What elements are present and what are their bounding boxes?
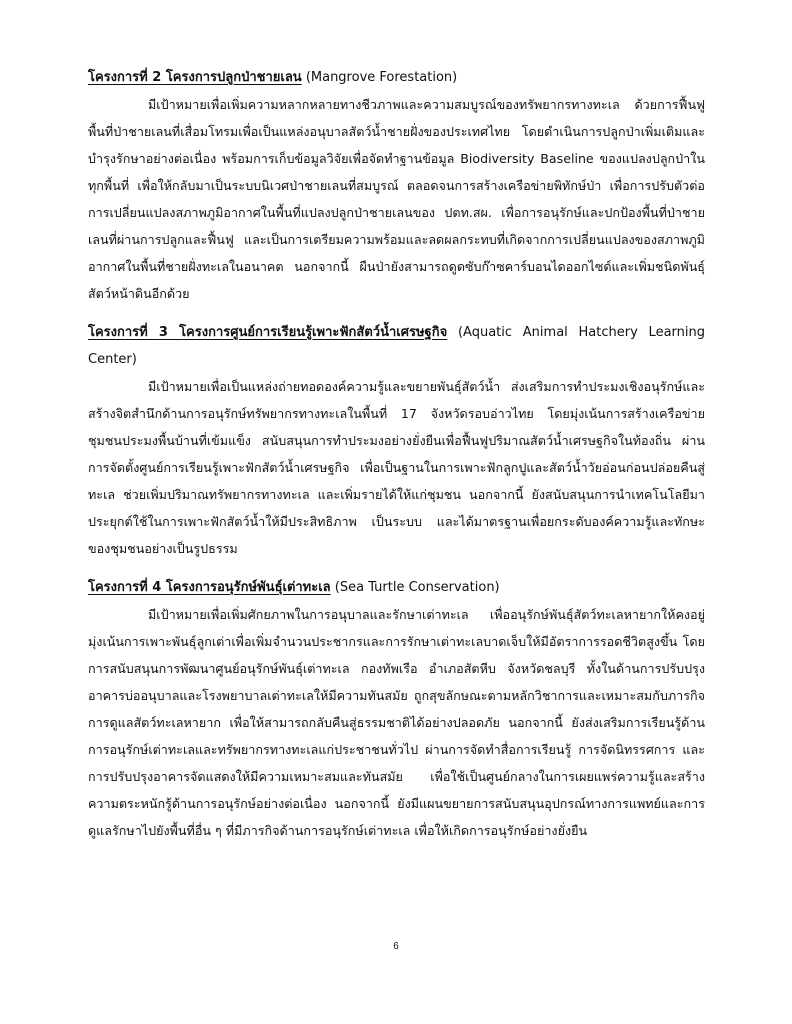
page-number: 6 <box>393 941 399 952</box>
section-title-thai: โครงการที่ 2 โครงการปลูกป่าชายเลน <box>88 70 302 85</box>
section-body: มีเป้าหมายเพื่อเพิ่มศักยภาพในการอนุบาลและรักษาเต่าทะเล เพื่ออนุรักษ์พันธุ์สัตว์ทะเลหายากให้คงอยู่ มุ่งเน้นการเพาะพันธุ์ลูกเต่าเพื่อเพิ่มจำนวนประชากรและการรักษาเต่าทะเลบาดเจ็บให้มีอัตราการรอดชีวิตสูงขึ้น โดยการสนับสนุนการพัฒนาศูนย์อนุรักษ์พันธุ์เต่าทะเล กองทัพเรือ อำเภอสัตหีบ จังหวัดชลบุรี ทั้งในด้านการปรับปรุงอาคารบ่ออนุบาลและโรงพยาบาลเต่าทะเลให้มีความทันสมัย ถูกสุขลักษณะตามหลักวิชาการและเหมาะสมกับภารกิจการดูแลสัตว์ทะเลหายาก เพื่อให้สามารถกลับคืนสู่ธรรมชาติได้อย่างปลอดภัย นอกจากนี้ ยังส่งเสริมการเรียนรู้ด้านการอนุรักษ์เต่าทะเลและทรัพยากรทางทะเลแก่ประชาชนทั่วไป ผ่านการจัดทำสื่อการเรียนรู้ การจัดนิทรรศการ และการปรับปรุงอาคารจัดแสดงให้มีความเหมาะสมและทันสมัย เพื่อใช้เป็นศูนย์กลางในการเผยแพร่ความรู้และสร้างความตระหนักรู้ด้านการอนุรักษ์อย่างต่อเนื่อง นอกจากนี้ ยังมีแผนขยายการสนับสนุนอุปกรณ์ทางการแพทย์และการดูแลรักษาไปยังพื้นที่อื่น ๆ ที่มีภารกิจด้านการอนุรักษ์เต่าทะเล เพื่อให้เกิดการอนุรักษ์อย่างยั่งยืน <box>88 607 705 838</box>
section-title-thai: โครงการที่ 3 โครงการศูนย์การเรียนรู้เพาะฟักสัตว์น้ำเศรษฐกิจ <box>88 325 448 340</box>
section-heading <box>88 64 705 91</box>
document-page <box>88 64 705 856</box>
project-section-sea-turtle <box>88 574 705 844</box>
section-body: มีเป้าหมายเพื่อเป็นแหล่งถ่ายทอดองค์ความรู้และขยายพันธุ์สัตว์น้ำ ส่งเสริมการทำประมงเชิงอนุรักษ์และสร้างจิตสำนึกด้านการอนุรักษ์ทรัพยากรทางทะเลในพื้นที่ 17 จังหวัดรอบอ่าวไทย โดยมุ่งเน้นการสร้างเครือข่ายชุมชนประมงพื้นบ้านที่เข้มแข็ง สนับสนุนการทำประมงอย่างยั่งยืนเพื่อฟื้นฟูปริมาณสัตว์น้ำเศรษฐกิจในท้องถิ่น ผ่านการจัดตั้งศูนย์การเรียนรู้เพาะฟักสัตว์น้ำเศรษฐกิจ เพื่อเป็นฐานในการเพาะฟักลูกปูและสัตว์น้ำวัยอ่อนก่อนปล่อยคืนสู่ทะเล ช่วยเพิ่มปริมาณทรัพยากรทางทะเล และเพิ่มรายได้ให้แก่ชุมชน นอกจากนี้ ยังสนับสนุนการนำเทคโนโลยีมาประยุกต์ใช้ในการเพาะฟักสัตว์น้ำให้มีประสิทธิภาพ เป็นระบบ และได้มาตรฐานเพื่อยกระดับองค์ความรู้และทักษะของชุมชนอย่างเป็นรูปธรรม <box>88 379 705 556</box>
section-title-thai: โครงการที่ 4 โครงการอนุรักษ์พันธุ์เต่าทะเล <box>88 580 331 595</box>
section-title-english: (Aquatic Animal Hatchery Learning Center) <box>88 325 705 367</box>
section-title-english: (Sea Turtle Conservation) <box>334 580 500 595</box>
section-heading <box>88 574 705 601</box>
project-section-hatchery <box>88 319 705 562</box>
section-title-english: (Mangrove Forestation) <box>305 70 458 85</box>
project-section-mangrove <box>88 64 705 307</box>
section-heading <box>88 319 705 373</box>
section-body: มีเป้าหมายเพื่อเพิ่มความหลากหลายทางชีวภาพและความสมบูรณ์ของทรัพยากรทางทะเล ด้วยการฟื้นฟูพื้นที่ป่าชายเลนที่เสื่อมโทรมเพื่อเป็นแหล่งอนุบาลสัตว์น้ำชายฝั่งของประเทศไทย โดยดำเนินการปลูกป่าเพิ่มเติมและบำรุงรักษาอย่างต่อเนื่อง พร้อมการเก็บข้อมูลวิจัยเพื่อจัดทำฐานข้อมูล Biodiversity Baseline ของแปลงปลูกป่าในทุกพื้นที่ เพื่อให้กลับมาเป็นระบบนิเวศป่าชายเลนที่สมบูรณ์ ตลอดจนการสร้างเครือข่ายพิทักษ์ป่า เพื่อการปรับตัวต่อการเปลี่ยนแปลงสภาพภูมิอากาศในพื้นที่แปลงปลูกป่าชายเลนของ ปตท.สผ. เพื่อการอนุรักษ์และปกป้องพื้นที่ป่าชายเลนที่ผ่านการปลูกและฟื้นฟู และเป็นการเตรียมความพร้อมและลดผลกระทบที่เกิดจากการเปลี่ยนแปลงของสภาพภูมิอากาศในพื้นที่ชายฝั่งทะเลในอนาคต นอกจากนี้ ผืนป่ายังสามารถดูดซับก๊าซคาร์บอนไดออกไซด์และเพิ่มชนิดพันธุ์สัตว์หน้าดินอีกด้วย <box>88 97 705 301</box>
